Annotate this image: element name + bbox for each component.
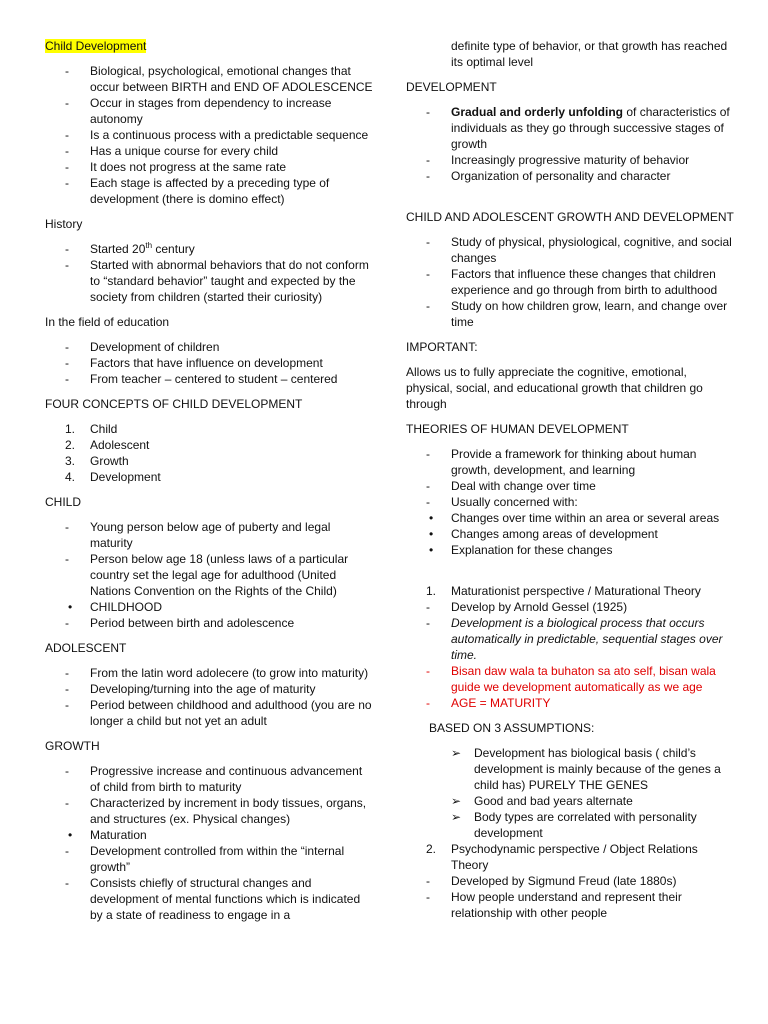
list-item: - Factors that have influence on development <box>65 356 323 370</box>
cagd-list <box>406 234 736 330</box>
list-item: ➢ Body types are correlated with personality development <box>451 810 697 840</box>
list-item: 3. Growth <box>65 454 129 468</box>
assumptions-list <box>406 745 736 841</box>
important-heading: IMPORTANT: <box>406 340 478 354</box>
list-item: 2. Psychodynamic perspective / Object Relations Theory <box>426 842 698 872</box>
list-item: - From the latin word adolecere (to grow into maturity) <box>65 666 369 680</box>
list-item: • CHILDHOOD <box>68 600 163 614</box>
list-item: - Characterized by increment in body tissues, organs, and structures (ex. Physical changes) <box>65 796 367 826</box>
assumptions-heading: BASED ON 3 ASSUMPTIONS: <box>429 721 595 735</box>
list-item: - Usually concerned with: <box>426 495 578 509</box>
adolescent-list <box>45 665 375 729</box>
list-item: - Progressive increase and continuous advancement of child from birth to maturity <box>65 764 363 794</box>
list-item: - Study on how children grow, learn, and change over time <box>426 299 728 329</box>
list-item: - It does not progress at the same rate <box>65 160 287 174</box>
list-item: 1. Child <box>65 422 118 436</box>
list-item: - Study of physical, physiological, cognitive, and social changes <box>426 235 732 265</box>
theories-list <box>406 446 736 558</box>
list-item: ➢ Good and bad years alternate <box>451 794 633 808</box>
adolescent-heading: ADOLESCENT <box>45 641 127 655</box>
list-item: - Bisan daw wala ta buhaton sa ato self, bisan wala guide we development automatically as we age <box>426 664 716 694</box>
development-heading: DEVELOPMENT <box>406 80 497 94</box>
list-item: • Maturation <box>68 828 147 842</box>
growth-heading: GROWTH <box>45 739 100 753</box>
list-item: - Young person below age of puberty and legal maturity <box>65 520 331 550</box>
list-item: - Increasingly progressive maturity of behavior <box>426 153 690 167</box>
list-item: • Changes over time within an area or several areas <box>429 511 720 525</box>
list-item: - Period between childhood and adulthood (you are no longer a child but not yet an adult <box>65 698 372 728</box>
left-column <box>45 38 375 932</box>
history-list <box>45 241 375 305</box>
cagd-heading: CHILD AND ADOLESCENT GROWTH AND DEVELOPMENT <box>406 210 734 224</box>
continuation-text: definite type of behavior, or that growth has reached its optimal level <box>451 39 728 69</box>
child-heading: CHILD <box>45 495 82 509</box>
list-item: 4. Development <box>65 470 161 484</box>
list-item: - Occur in stages from dependency to increase autonomy <box>65 96 332 126</box>
list-item: - Factors that influence these changes that children experience and go through from birth to adulthood <box>426 267 718 297</box>
list-item: - Organization of personality and character <box>426 169 671 183</box>
psychodynamic-list <box>406 841 736 921</box>
list-item: - Develop by Arnold Gessel (1925) <box>426 600 628 614</box>
list-item: - How people understand and represent their relationship with other people <box>426 890 682 920</box>
list-item: - Started with abnormal behaviors that do not conform to “standard behavior” taught and expected by the society from children (started their curiosity) <box>65 258 369 304</box>
list-item: • Changes among areas of development <box>429 527 658 541</box>
child-development-list <box>45 63 375 207</box>
list-item: 1. Maturationist perspective / Maturational Theory <box>426 584 701 598</box>
list-item: - Has a unique course for every child <box>65 144 279 158</box>
list-item: - From teacher – centered to student – centered <box>65 372 338 386</box>
four-concepts-heading: FOUR CONCEPTS OF CHILD DEVELOPMENT <box>45 397 303 411</box>
list-item: - Person below age 18 (unless laws of a particular country set the legal age for adulthood (United Nations Convention on the Rights of the Child) <box>65 552 349 598</box>
list-item: - Deal with change over time <box>426 479 596 493</box>
list-item: - Biological, psychological, emotional changes that occur between BIRTH and END OF ADOLESCENCE <box>65 64 373 94</box>
list-item: - Developing/turning into the age of maturity <box>65 682 316 696</box>
child-list <box>45 519 375 631</box>
list-item: - Development controlled from within the “internal growth” <box>65 844 345 874</box>
important-text: Allows us to fully appreciate the cognitive, emotional, physical, social, and educational growth that children go through <box>406 365 703 411</box>
theories-heading: THEORIES OF HUMAN DEVELOPMENT <box>406 422 629 436</box>
list-item: - Is a continuous process with a predictable sequence <box>65 128 369 142</box>
list-item: 2. Adolescent <box>65 438 150 452</box>
education-heading: In the field of education <box>45 315 170 329</box>
education-list <box>45 339 375 387</box>
four-concepts-list <box>45 421 375 485</box>
list-item: - Development of children <box>65 340 220 354</box>
list-item: - Period between birth and adolescence <box>65 616 295 630</box>
list-item: - Consists chiefly of structural changes and development of mental functions which is indicated by a state of readiness to engage in a <box>65 876 361 922</box>
doc-title: Child Development <box>45 39 147 53</box>
growth-list <box>45 763 375 923</box>
list-item: ➢ Development has biological basis ( child’s development is mainly because of the genes a child has) PURELY THE GENES <box>451 746 721 792</box>
history-heading: History <box>45 217 83 231</box>
development-list <box>406 104 736 184</box>
list-item: • Explanation for these changes <box>429 543 613 557</box>
list-item: - Each stage is affected by a preceding type of development (there is domino effect) <box>65 176 330 206</box>
list-item: - Gradual and orderly unfolding of characteristics of individuals as they go through successive stages of growth <box>426 105 730 151</box>
list-item: - AGE = MATURITY <box>426 696 551 710</box>
right-column <box>406 38 736 930</box>
list-item: - Development is a biological process that occurs automatically in predictable, sequential stages over time. <box>426 616 723 662</box>
list-item: - Developed by Sigmund Freud (late 1880s) <box>426 874 677 888</box>
maturationist-list <box>406 583 736 711</box>
list-item: - Started 20th century <box>65 241 195 256</box>
list-item: - Provide a framework for thinking about human growth, development, and learning <box>426 447 697 477</box>
